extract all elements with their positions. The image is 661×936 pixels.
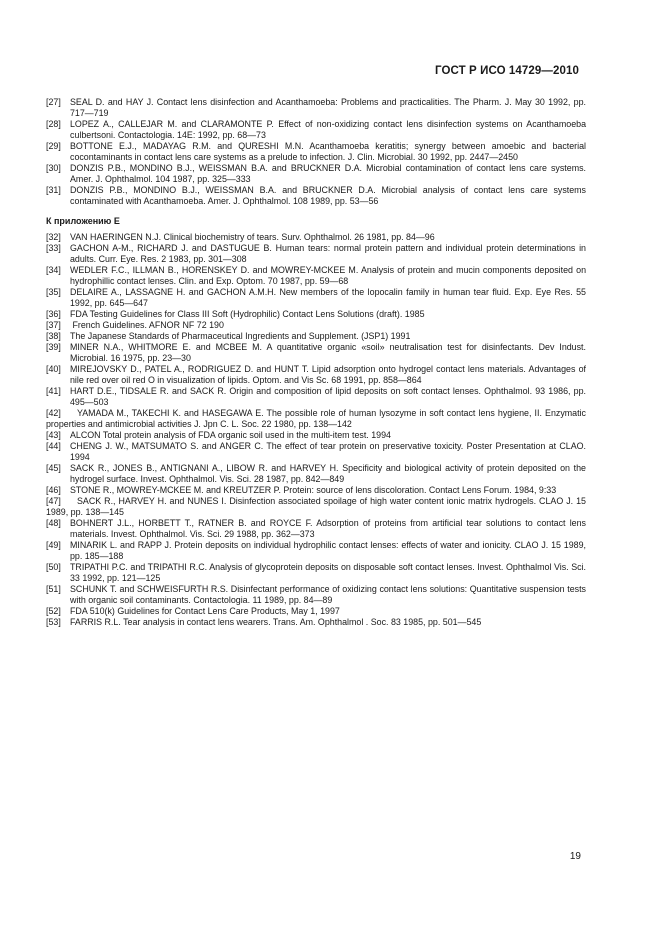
reference-entry bbox=[46, 430, 586, 441]
reference-number: [50] bbox=[46, 562, 61, 572]
reference-number: [31] bbox=[46, 185, 61, 195]
reference-text: BOTTONE E.J., MADAYAG R.M. and QURESHI M.N. Acanthamoeba keratitis; synergy between amoebic and bacterial cocontaminants in contact lens care systems as a prelude to infection. J. Clin. Microbial. 30 1992, pp. 2447—2450 bbox=[70, 141, 586, 162]
reference-number: [33] bbox=[46, 243, 61, 253]
reference-number: [29] bbox=[46, 141, 61, 151]
section-heading-annex-e: К приложению Е bbox=[46, 216, 120, 226]
reference-entry bbox=[46, 518, 586, 540]
reference-number: [42] bbox=[46, 408, 61, 418]
reference-text: The Japanese Standards of Pharmaceutical Ingredients and Supplement. (JSP1) 1991 bbox=[70, 331, 411, 341]
reference-text: SCHUNK T. and SCHWEISFURTH R.S. Disinfectant performance of oxidizing contact lens solutions: Quantitative suspension tests with organic soil contaminants. Contactologia. 11 1989, pp. 84—89 bbox=[70, 584, 586, 605]
reference-entry bbox=[46, 342, 586, 364]
reference-text: CHENG J. W., MATSUMATO S. and ANGER C. The effect of tear protein on preservative toxicity. Poster Presentation at CLAO. 1994 bbox=[70, 441, 586, 462]
reference-number: [52] bbox=[46, 606, 61, 616]
reference-text: FDA 510(k) Guidelines for Contact Lens Care Products, May 1, 1997 bbox=[70, 606, 340, 616]
reference-number: [53] bbox=[46, 617, 61, 627]
reference-entry bbox=[46, 463, 586, 485]
reference-number: [34] bbox=[46, 265, 61, 275]
reference-text: French Guidelines. AFNOR NF 72 190 bbox=[70, 320, 224, 330]
reference-entry bbox=[46, 163, 586, 185]
reference-entry bbox=[46, 309, 586, 320]
reference-number: [27] bbox=[46, 97, 61, 107]
reference-text: DONZIS P.B., MONDINO B.J., WEISSMAN B.A. and BRUCKNER D.A. Microbial analysis of contact lens care systems contaminated with Acanthamoeba. Amer. J. Ophthalmol. 108 1989, pp. 53—56 bbox=[70, 185, 586, 206]
reference-entry bbox=[46, 232, 586, 243]
reference-entry bbox=[46, 364, 586, 386]
reference-entry bbox=[46, 97, 586, 119]
reference-number: [38] bbox=[46, 331, 61, 341]
reference-group-annex-e bbox=[46, 232, 586, 628]
reference-number: [43] bbox=[46, 430, 61, 440]
reference-group-main bbox=[46, 97, 586, 207]
reference-number: [36] bbox=[46, 309, 61, 319]
reference-entry bbox=[46, 606, 586, 617]
reference-text: YAMADA M., TAKECHI K. and HASEGAWA E. The possible role of human lysozyme in soft contact lens hygiene, II. Enzymatic properties and antimicrobial activities J. Jpn C. L. Soc. 22 1980, pp. 138—142 bbox=[46, 408, 586, 429]
reference-number: [46] bbox=[46, 485, 61, 495]
reference-number: [40] bbox=[46, 364, 61, 374]
reference-entry bbox=[46, 617, 586, 628]
reference-text: MINER N.A., WHITMORE E. and MCBEE M. A quantitative organic «soil» neutralisation test for disinfectants. Dev Indust. Microbial. 16 1975, pp. 23—30 bbox=[70, 342, 586, 363]
reference-entry bbox=[46, 243, 586, 265]
reference-number: [51] bbox=[46, 584, 61, 594]
reference-text: WEDLER F.C., ILLMAN B., HORENSKEY D. and MOWREY-MCKEE M. Analysis of protein and mucin components deposited on hydrophillic contact lenses. Clin. and Exp. Optom. 70 1987, pp. 59—68 bbox=[70, 265, 586, 286]
reference-number: [45] bbox=[46, 463, 61, 473]
reference-entry bbox=[46, 320, 586, 331]
reference-text: GACHON A-M., RICHARD J. and DASTUGUE B. Human tears: normal protein pattern and individual protein determinations in adults. Curr. Eye. Res. 2 1983, pp. 301—308 bbox=[70, 243, 586, 264]
reference-entry bbox=[46, 386, 586, 408]
reference-entry bbox=[46, 562, 586, 584]
reference-text: HART D.E., TIDSALE R. and SACK R. Origin and composition of lipid deposits on soft contact lenses. Ophthalmol. 93 1986, pp. 495—503 bbox=[70, 386, 586, 407]
reference-text: STONE R., MOWREY-MCKEE M. and KREUTZER P. Protein: source of lens discoloration. Contact Lens Forum. 1984, 9:33 bbox=[70, 485, 557, 495]
reference-text: TRIPATHI P.C. and TRIPATHI R.C. Analysis of glycoprotein deposits on disposable soft contact lenses. Invest. Ophthalmol Vis. Sci. 33 1992, pp. 121—125 bbox=[70, 562, 586, 583]
reference-text: FDA Testing Guidelines for Class III Soft (Hydrophilic) Contact Lens Solutions (draft). 1985 bbox=[70, 309, 425, 319]
reference-text: SACK R., JONES B., ANTIGNANI A., LIBOW R. and HARVEY H. Specificity and biological activity of protein deposited on the hydrogel surface. Invest. Ophthalmol. Vis. Sci. 28 1987, pp. 842—849 bbox=[70, 463, 586, 484]
reference-number: [28] bbox=[46, 119, 61, 129]
reference-entry bbox=[46, 584, 586, 606]
reference-number: [32] bbox=[46, 232, 61, 242]
reference-list bbox=[46, 97, 586, 628]
reference-number: [35] bbox=[46, 287, 61, 297]
reference-entry bbox=[46, 265, 586, 287]
reference-entry bbox=[46, 496, 586, 518]
reference-text: LOPEZ A., CALLEJAR M. and CLARAMONTE P. Effect of non-oxidizing contact lens disinfection systems on Acanthamoeba culbertsoni. Contactologia. 14E: 1992, pp. 68—73 bbox=[70, 119, 586, 140]
reference-number: [49] bbox=[46, 540, 61, 550]
reference-text: DONZIS P.B., MONDINO B.J., WEISSMAN B.A. and BRUCKNER D.A. Microbial contamination of contact lens care systems. Amer. J. Ophthalmol. 104 1987, pp. 325—333 bbox=[70, 163, 586, 184]
reference-text: BOHNERT J.L., HORBETT T., RATNER B. and ROYCE F. Adsorption of proteins from artificial tear solutions to contact lens materials. Invest. Ophthalmol. Vis. Sci. 29 1988, pp. 362—373 bbox=[70, 518, 586, 539]
reference-number: [44] bbox=[46, 441, 61, 451]
reference-entry bbox=[46, 287, 586, 309]
document-code-header: ГОСТ Р ИСО 14729—2010 bbox=[434, 65, 579, 77]
reference-text: SEAL D. and HAY J. Contact lens disinfection and Acanthamoeba: Problems and practicalities. The Pharm. J. May 30 1992, pp. 717—719 bbox=[70, 97, 586, 118]
reference-text: MIREJOVSKY D., PATEL A., RODRIGUEZ D. and HUNT T. Lipid adsorption onto hydrogel contact lens materials. Advantages of nile red over oil red O in visualization of lipids. Optom. and Vis Sc. 68 1991, pp. 858—864 bbox=[70, 364, 586, 385]
reference-entry bbox=[46, 141, 586, 163]
reference-entry bbox=[46, 119, 586, 141]
reference-number: [30] bbox=[46, 163, 61, 173]
reference-text: VAN HAERINGEN N.J. Clinical biochemistry of tears. Surv. Ophthalmol. 26 1981, pp. 84—96 bbox=[70, 232, 435, 242]
reference-number: [47] bbox=[46, 496, 61, 506]
page-number: 19 bbox=[569, 851, 581, 862]
reference-text: MINARIK L. and RAPP J. Protein deposits on individual hydrophilic contact lenses: effects of water and ionicity. CLAO J. 15 1989, pp. 185—188 bbox=[70, 540, 586, 561]
reference-number: [41] bbox=[46, 386, 61, 396]
reference-text: DELAIRE A., LASSAGNE H. and GACHON A.M.H. New members of the lopocalin family in human tear fluid. Exp. Eye Res. 55 1992, pp. 645—647 bbox=[70, 287, 586, 308]
reference-text: ALCON Total protein analysis of FDA organic soil used in the multi-item test. 1994 bbox=[70, 430, 391, 440]
reference-entry bbox=[46, 485, 586, 496]
reference-number: [48] bbox=[46, 518, 61, 528]
reference-number: [39] bbox=[46, 342, 61, 352]
reference-entry bbox=[46, 331, 586, 342]
reference-entry bbox=[46, 408, 586, 430]
reference-number: [37] bbox=[46, 320, 61, 330]
reference-text: SACK R., HARVEY H. and NUNES I. Disinfection associated spoilage of high water content ionic matrix hydrogels. CLAO J. 15 1989, pp. 138—145 bbox=[46, 496, 586, 517]
reference-entry bbox=[46, 441, 586, 463]
reference-entry bbox=[46, 540, 586, 562]
reference-text: FARRIS R.L. Tear analysis in contact lens wearers. Trans. Am. Ophthalmol . Soc. 83 1985, pp. 501—545 bbox=[70, 617, 482, 627]
reference-entry bbox=[46, 185, 586, 207]
